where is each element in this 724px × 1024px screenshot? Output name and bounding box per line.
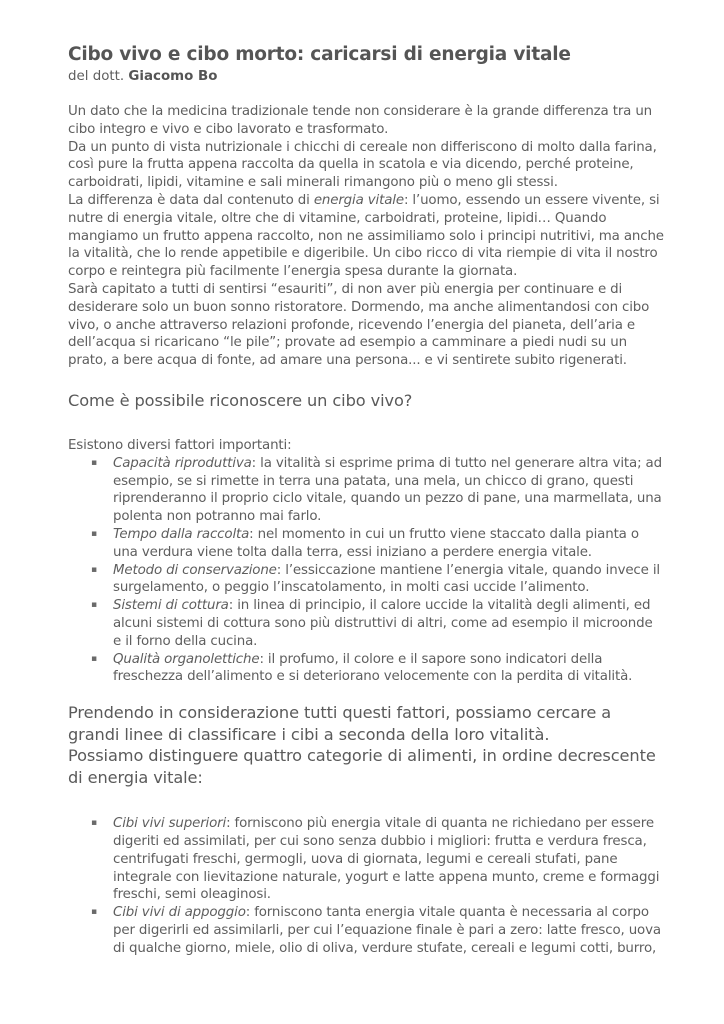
categories-paragraph: Possiamo distinguere quattro categorie di alimenti, in ordine decrescente di energia vitale:	[68, 746, 656, 787]
bullet-icon: ▪	[91, 528, 97, 539]
list-item	[91, 455, 664, 526]
list-item	[91, 904, 664, 957]
category-text: : forniscono più energia vitale di quanta ne richiedano per essere digeriti ed assimilati, per cui sono senza dubbio i migliori: frutta e verdura fresca, centrifugati freschi, germogli, uova di giornata, legumi e cereali stufati, pane integrale con lievitazione naturale, yogurt e latte appena munto, creme e formaggi freschi, semi oleaginosi.	[113, 816, 660, 903]
list-item	[91, 815, 664, 904]
bullet-icon: ▪	[91, 564, 97, 575]
factor-text: : la vitalità si esprime prima di tutto nel generare altra vita; ad esempio, se si rimette in terra una patata, una mela, un chicco di grano, questi riprenderanno il proprio ciclo vitale, quando un pezzo di pane, una marmellata, una polenta non potranno mai farlo.	[113, 455, 662, 525]
bullet-icon: ▪	[91, 818, 97, 829]
intro-section	[68, 103, 664, 370]
paragraph-text: La differenza è data dal contenuto di	[68, 192, 314, 208]
classification-intro	[68, 702, 664, 788]
list-item	[91, 651, 664, 687]
author-name: Giacomo Bo	[128, 69, 218, 84]
factor-text: : in linea di principio, il calore uccide la vitalità degli alimenti, ed alcuni sistemi di cottura sono più distruttivi di altri, come ad esempio il microonde e il forno della cucina.	[113, 598, 653, 649]
intro-paragraph: Da un punto di vista nutrizionale i chicchi di cereale non differiscono di molto dalla farina, così pure la frutta appena raccolta da quella in scatola e via dicendo, perché proteine, carboidrati, lipidi, vitamine e sali minerali rimangono più o meno gli stessi.	[68, 139, 657, 191]
author-line	[68, 68, 664, 85]
bullet-icon: ▪	[91, 600, 97, 611]
factor-term: Tempo dalla raccolta	[113, 526, 250, 542]
intro-paragraph: Un dato che la medicina tradizionale tende non considerare è la grande differenza tra un cibo integro e vivo e cibo lavorato e trasformato.	[68, 104, 653, 137]
factors-section	[68, 437, 664, 686]
classification-paragraph: Prendendo in considerazione tutti questi fattori, possiamo cercare a grandi linee di classificare i cibi a seconda della loro vitalità.	[68, 703, 612, 744]
vital-energy-paragraph	[68, 192, 664, 281]
factor-term: Qualità organolettiche	[113, 651, 260, 667]
list-item	[91, 562, 664, 598]
factor-text: : l’essiccazione mantiene l’energia vitale, quando invece il surgelamento, o peggio l’inscatolamento, in molti casi uccide l’alimento.	[113, 562, 660, 596]
factor-term: Sistemi di cottura	[113, 598, 229, 614]
bullet-icon: ▪	[91, 653, 97, 664]
factors-intro: Esistono diversi fattori importanti:	[68, 437, 292, 453]
category-text: : forniscono tanta energia vitale quanta è necessaria al corpo per digerirli ed assimilarli, per cui l’equazione finale è pari a zero: latte fresco, uova di qualche giorno, miele, olio di oliva, verdure stufate, cereali e legumi cotti, burro,	[113, 905, 661, 956]
paragraph-text: : l’uomo, essendo un essere vivente, si nutre di energia vitale, oltre che di vitamine, carboidrati, proteine, lipidi… Quando mangiamo un frutto appena raccolto, non ne assimiliamo solo i principi nutritivi, ma anche la vitalità, che lo rende appetibile e digeribile. Un cibo ricco di vita riempie di vita il nostro corpo e reintegra più facilmente l’energia spesa durante la giornata.	[68, 192, 664, 280]
list-item	[91, 526, 664, 562]
document-title: Cibo vivo e cibo morto: caricarsi di energia vitale	[68, 44, 571, 65]
categories-list	[68, 815, 664, 957]
factor-term: Capacità riproduttiva	[113, 455, 252, 471]
factor-term: Metodo di conservazione	[113, 562, 277, 578]
factor-text: : il profumo, il colore e il sapore sono indicatori della freschezza dell’alimento e si deteriorano velocemente con la perdita di vitalità.	[113, 651, 633, 685]
category-term: Cibi vivi di appoggio	[113, 905, 246, 921]
list-item	[91, 597, 664, 650]
category-term: Cibi vivi superiori	[113, 816, 227, 832]
factors-list	[68, 455, 664, 686]
bullet-icon: ▪	[91, 457, 97, 468]
bullet-icon: ▪	[91, 907, 97, 918]
categories-section	[68, 815, 664, 957]
factor-text: : nel momento in cui un frutto viene staccato dalla pianta o una verdura viene tolta dalla terra, essi iniziano a perdere energia vitale.	[113, 526, 639, 560]
author-prefix: del dott.	[68, 69, 129, 84]
exhausted-paragraph: Sarà capitato a tutti di sentirsi “esauriti”, di non aver più energia per continuare e di desiderare solo un buon sonno ristoratore. Dormendo, ma anche alimentandosi con cibo vivo, o anche attraverso relazioni profonde, ricevendo l’energia del pianeta, dell’aria e dell’acqua si ricaricano “le pile”; provate ad esempio a camminare a piedi nudi su un prato, a bere acqua di fonte, ad amare una persona... e vi sentirete subito rigenerati.	[68, 281, 650, 369]
emphasis-term: energia vitale	[313, 192, 404, 208]
document-page	[68, 42, 664, 957]
section-heading: Come è possibile riconoscere un cibo vivo?	[68, 390, 413, 410]
